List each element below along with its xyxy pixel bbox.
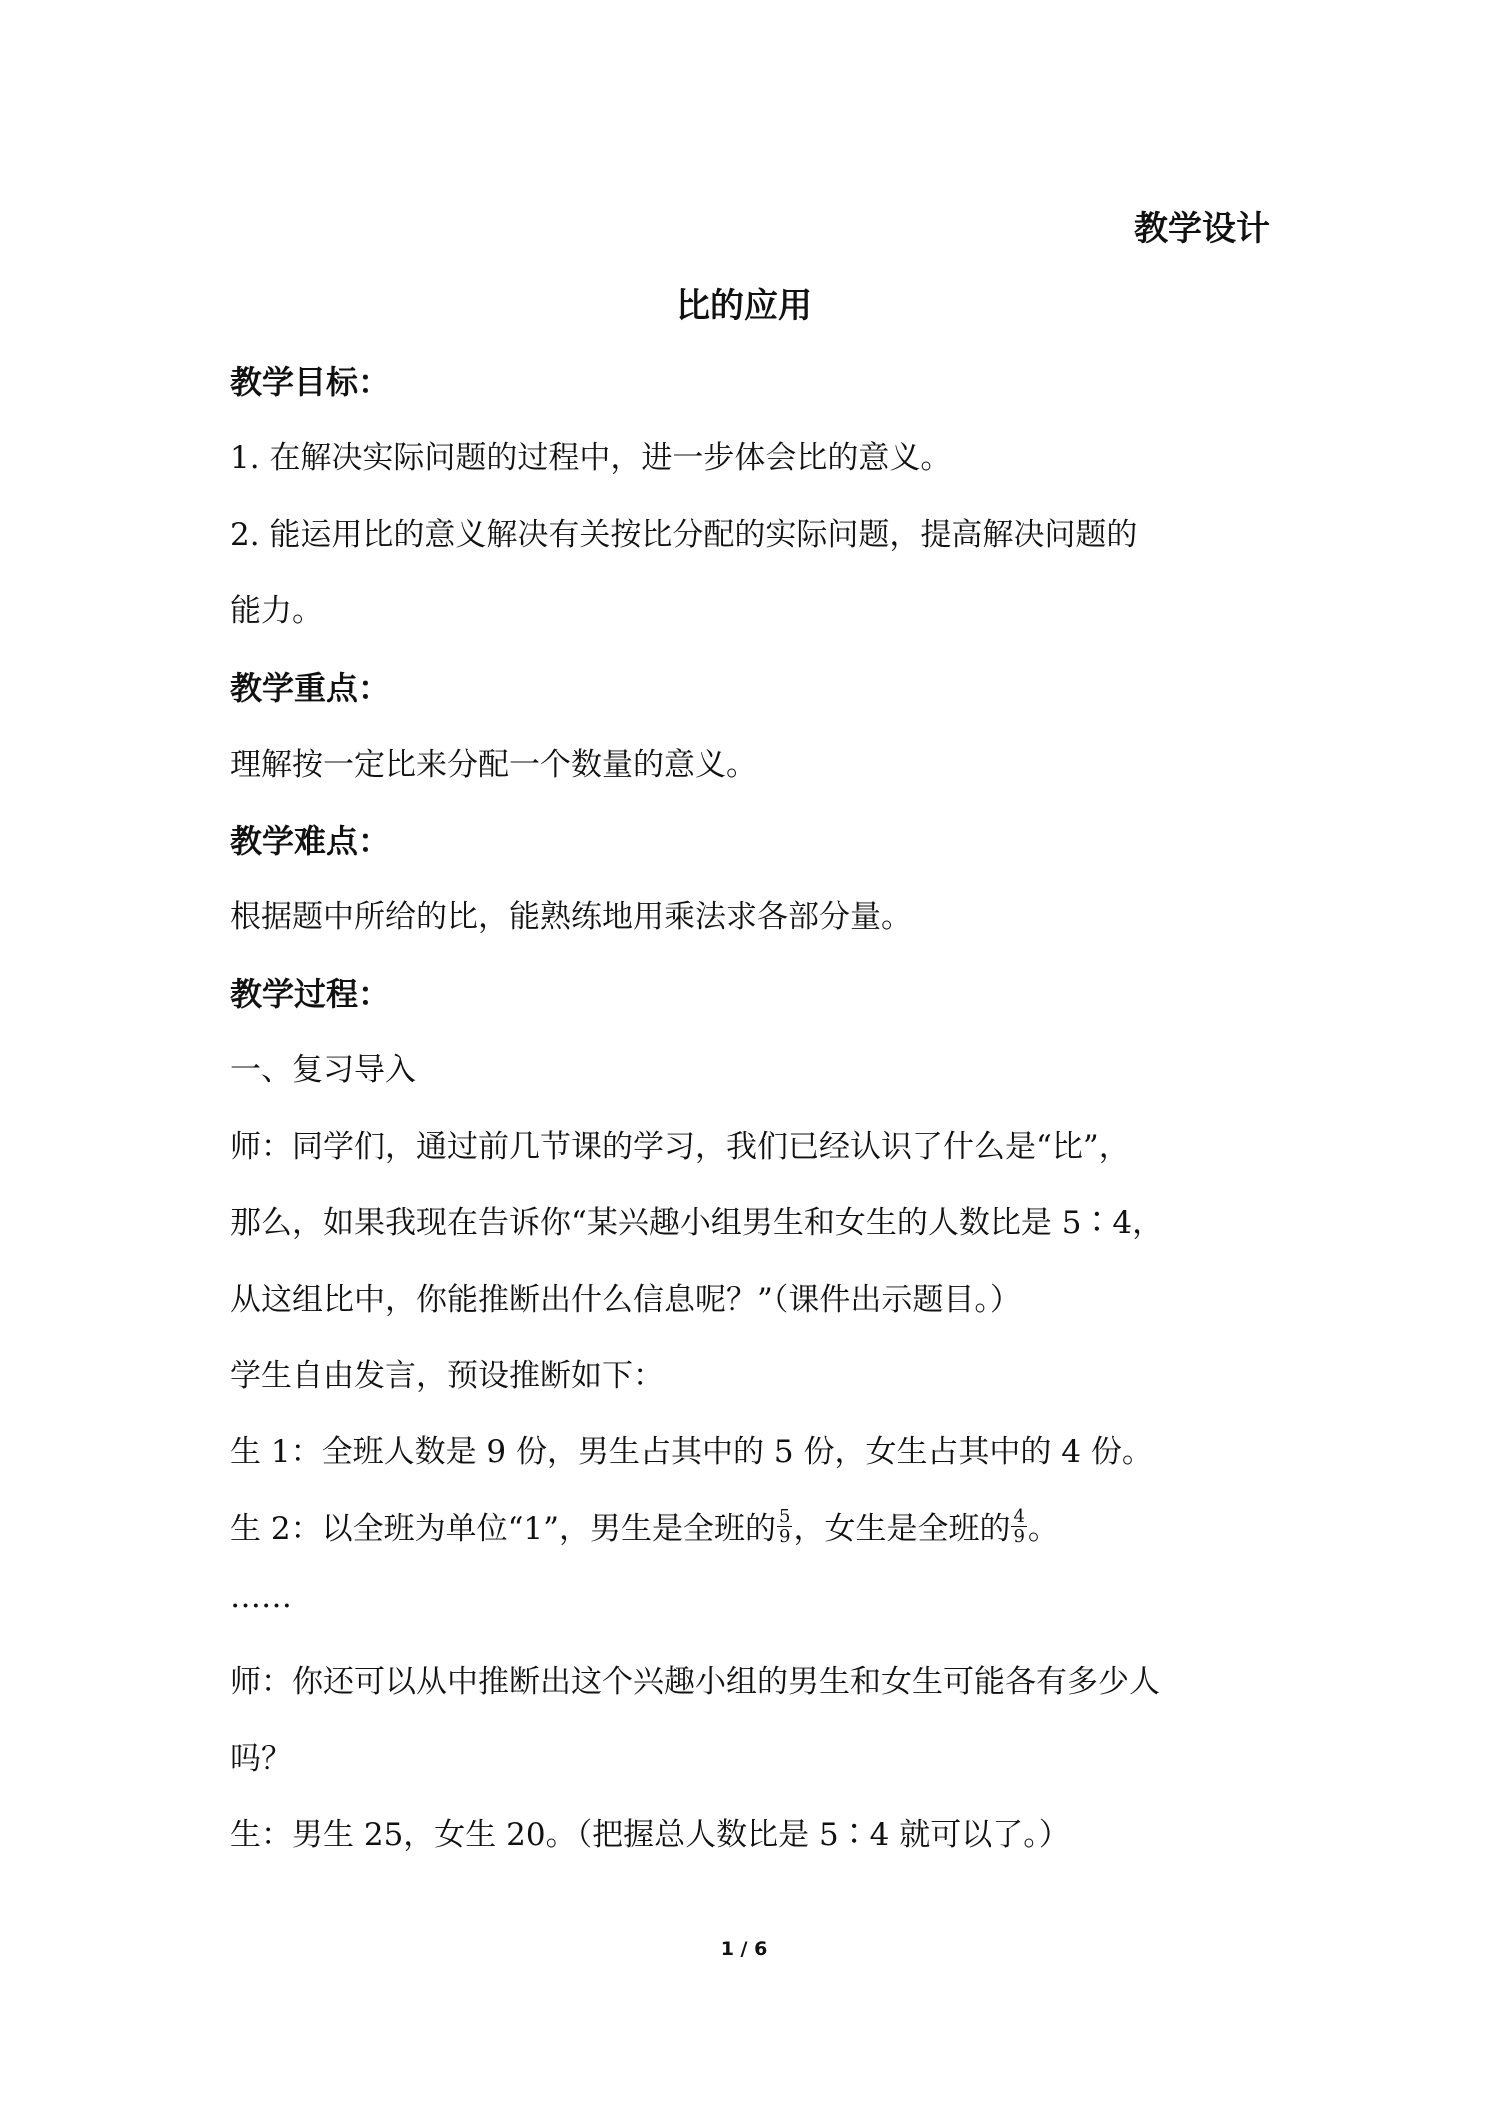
- students-free-speech: 学生自由发言，预设推断如下：: [230, 1358, 664, 1394]
- process-heading: 教学过程：: [230, 975, 391, 1013]
- student-2-prefix: 生 2：以全班为单位“1”，男生是全班的: [230, 1511, 776, 1547]
- student-2: [230, 1506, 1270, 1550]
- fraction-boys: [777, 1507, 792, 1546]
- fraction-boys-denominator: 9: [779, 1526, 791, 1547]
- goal-2-line-1: 2. 能运用比的意义解决有关按比分配的实际问题，提高解决问题的: [230, 517, 1138, 553]
- teacher-line-2b: 吗？: [230, 1741, 292, 1777]
- teacher-line-2a: 师：你还可以从中推断出这个兴趣小组的男生和女生可能各有多少人: [230, 1664, 1160, 1700]
- ellipsis: ……: [230, 1579, 292, 1615]
- student-1: 生 1：全班人数是 9 份，男生占其中的 5 份，女生占其中的 4 份。: [230, 1434, 1153, 1470]
- fraction-girls-denominator: 9: [1013, 1526, 1025, 1547]
- document-title: 比的应用: [676, 286, 812, 326]
- difficult-points-text: 根据题中所给的比，能熟练地用乘法求各部分量。: [230, 899, 912, 935]
- goals-heading: 教学目标：: [230, 363, 391, 401]
- goal-2-line-2: 能力。: [230, 593, 323, 629]
- part-1-title: 一、复习导入: [230, 1052, 416, 1088]
- key-points-heading: 教学重点：: [230, 669, 391, 707]
- page-number: 1 / 6: [720, 1938, 768, 1960]
- key-points-text: 理解按一定比来分配一个数量的意义。: [230, 747, 757, 783]
- difficult-points-heading: 教学难点：: [230, 822, 391, 860]
- fraction-girls-numerator: 4: [1013, 1506, 1025, 1527]
- student-2-suffix: 。: [1027, 1511, 1059, 1547]
- document-type: 教学设计: [1134, 209, 1270, 249]
- teacher-line-1a: 师：同学们，通过前几节课的学习，我们已经认识了什么是“比”，: [230, 1129, 1130, 1165]
- fraction-girls: [1011, 1507, 1026, 1546]
- goal-1: 1. 在解决实际问题的过程中，进一步体会比的意义。: [230, 440, 952, 476]
- teacher-line-1b: 那么，如果我现在告诉你“某兴趣小组男生和女生的人数比是 5∶4，: [230, 1205, 1164, 1241]
- fraction-boys-numerator: 5: [779, 1506, 791, 1527]
- teacher-line-1c: 从这组比中，你能推断出什么信息呢？”（课件出示题目。）: [230, 1282, 1021, 1318]
- student-3: 生：男生 25，女生 20。（把握总人数比是 5∶4 就可以了。）: [230, 1817, 1070, 1853]
- student-2-middle: ，女生是全班的: [793, 1511, 1011, 1547]
